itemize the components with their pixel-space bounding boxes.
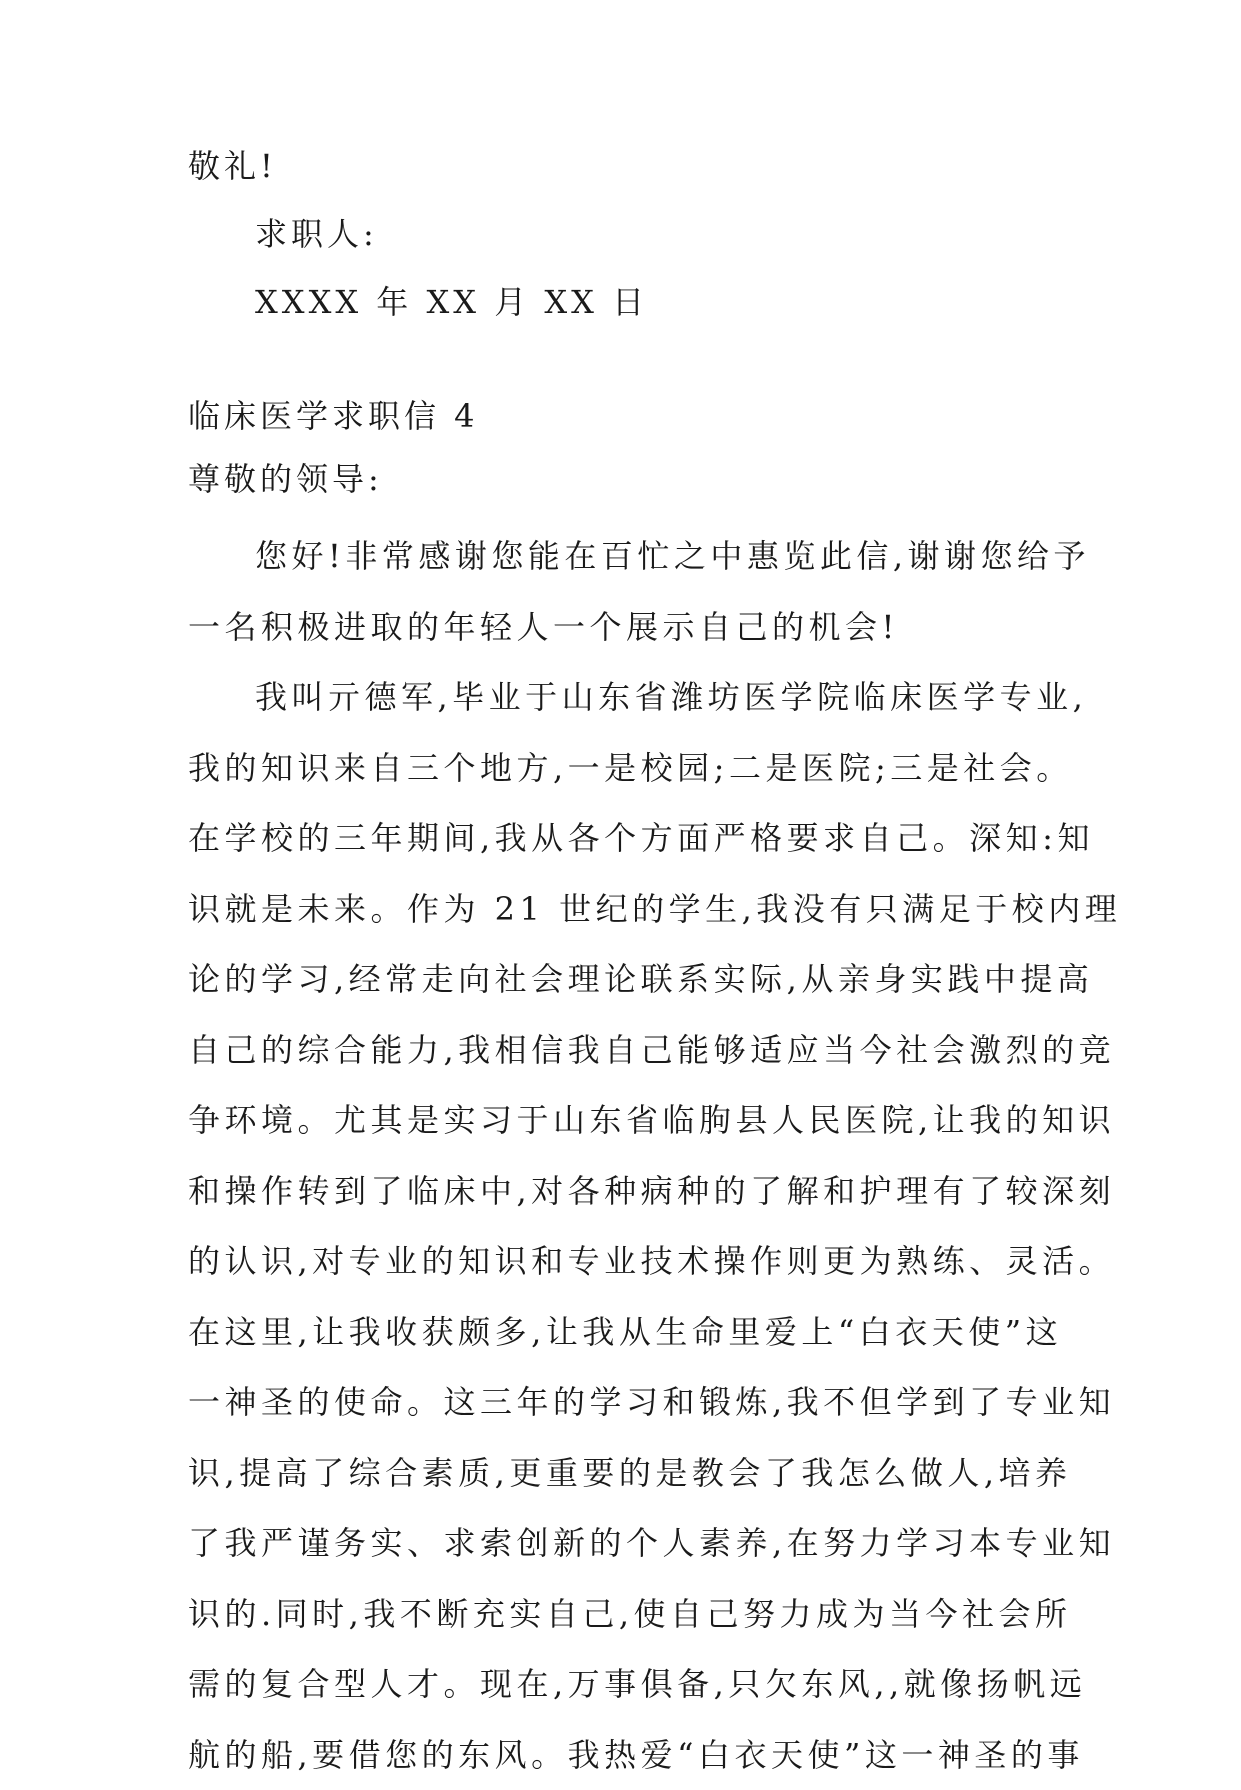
paragraph-2-line: 识就是未来。作为 21 世纪的学生,我没有只满足于校内理 [188,874,1068,945]
letter-body [188,521,1068,1790]
paragraph-2-line: 航的船,要借您的东风。我热爱“白衣天使”这一神圣的事 [188,1720,1068,1790]
letter-title: 临床医学求职信 4 [188,396,479,436]
paragraph-2-line: 的认识,对专业的知识和专业技术操作则更为熟练、灵活。 [188,1226,1068,1297]
paragraph-2-line: 在学校的三年期间,我从各个方面严格要求自己。深知:知 [188,803,1068,874]
paragraph-2-line: 在这里,让我收获颇多,让我从生命里爱上“白衣天使”这 [188,1297,1068,1368]
paragraph-1-line: 一名积极进取的年轻人一个展示自己的机会! [188,592,1068,663]
paragraph-1-line: 您好!非常感谢您能在百忙之中惠览此信,谢谢您给予 [188,521,1068,592]
paragraph-2-line: 论的学习,经常走向社会理论联系实际,从亲身实践中提高 [188,944,1068,1015]
paragraph-2-line: 争环境。尤其是实习于山东省临朐县人民医院,让我的知识 [188,1085,1068,1156]
paragraph-2-line: 一神圣的使命。这三年的学习和锻炼,我不但学到了专业知 [188,1367,1068,1438]
applicant-label: 求职人: [255,214,378,254]
paragraph-2-line: 我的知识来自三个地方,一是校园;二是医院;三是社会。 [188,733,1068,804]
paragraph-2-line: 识的.同时,我不断充实自己,使自己努力成为当今社会所 [188,1579,1068,1650]
signature-date: XXXX 年 XX 月 XX 日 [255,282,648,322]
paragraph-2-line: 和操作转到了临床中,对各种病种的了解和护理有了较深刻 [188,1156,1068,1227]
paragraph-2-line: 需的复合型人才。现在,万事俱备,只欠东风,,就像扬帆远 [188,1649,1068,1720]
paragraph-2-line: 识,提高了综合素质,更重要的是教会了我怎么做人,培养 [188,1438,1068,1509]
closing-salute: 敬礼! [188,146,277,186]
paragraph-2-line: 了我严谨务实、求索创新的个人素养,在努力学习本专业知 [188,1508,1068,1579]
paragraph-2-line: 我叫亓德军,毕业于山东省潍坊医学院临床医学专业, [188,662,1068,733]
letter-greeting: 尊敬的领导: [188,459,383,499]
paragraph-2-line: 自己的综合能力,我相信我自己能够适应当今社会激烈的竞 [188,1015,1068,1086]
